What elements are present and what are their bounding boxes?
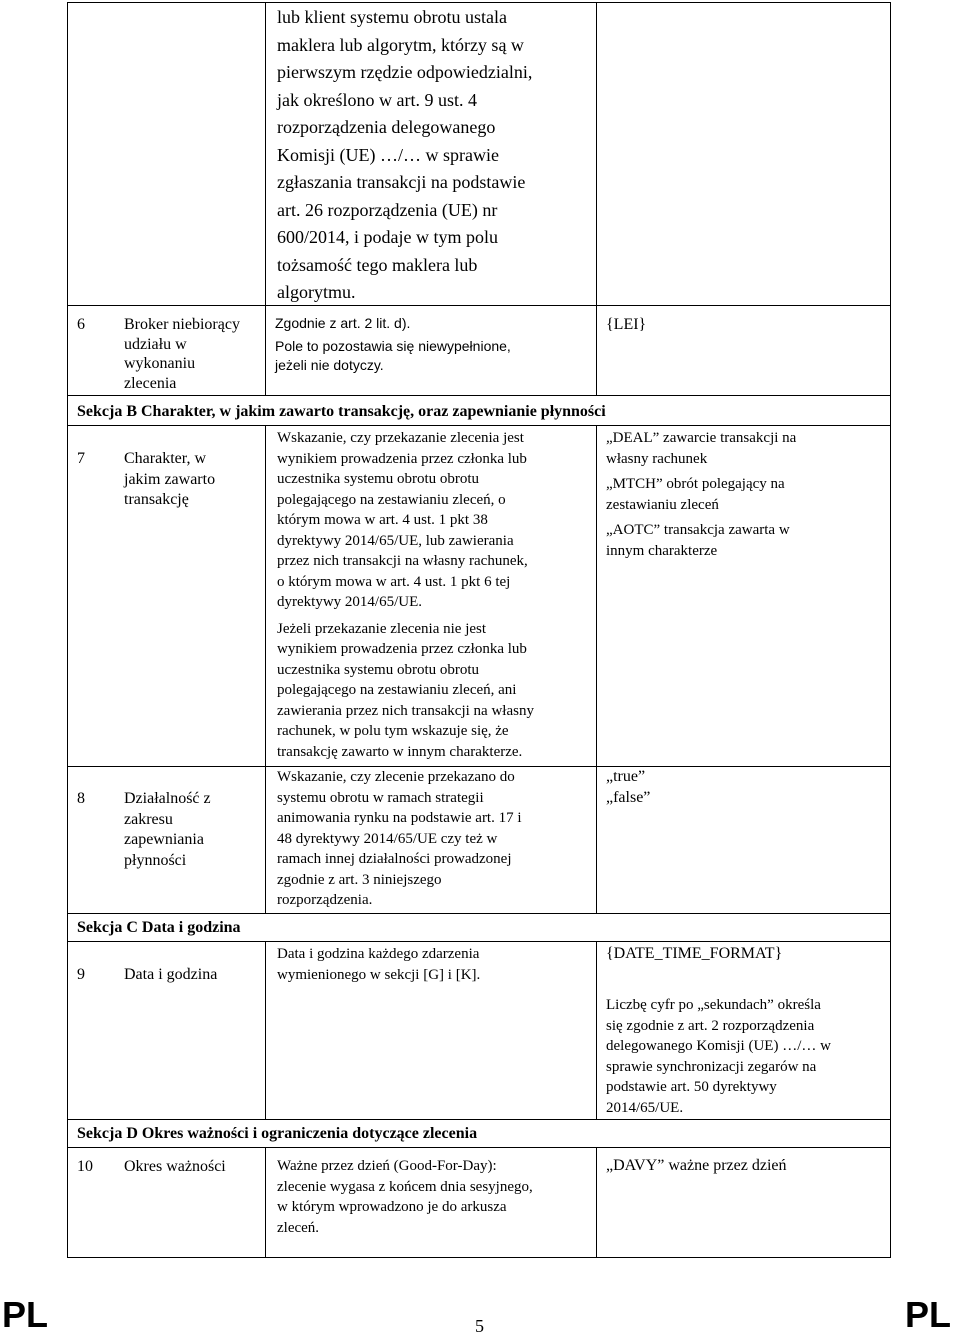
- section-c-heading: Sekcja C Data i godzina: [77, 919, 241, 936]
- row7-formats: [606, 428, 796, 561]
- row6-description: [275, 314, 511, 375]
- row-divider: [67, 425, 891, 426]
- text-line: innym charakterze: [606, 542, 718, 559]
- text-line: 600/2014, i podaje w tym polu: [277, 227, 498, 247]
- row9-format-note: [606, 995, 831, 1118]
- row7-field-name: [124, 449, 215, 511]
- row8-number: 8: [77, 790, 85, 807]
- text-line: o którym mowa w art. 4 ust. 1 pkt 6 tej: [277, 573, 511, 590]
- page-number: 5: [475, 1316, 484, 1336]
- text-line: jakim zawarto: [124, 470, 216, 488]
- column-divider-format: [596, 425, 597, 913]
- text-line: wykonaniu: [124, 355, 196, 372]
- row7-number: 7: [77, 450, 85, 467]
- text-line: którym mowa w art. 4 ust. 1 pkt 38: [277, 512, 488, 528]
- row-divider: [67, 913, 891, 914]
- text-line: Wskazanie, czy przekazanie zlecenia jest: [277, 430, 524, 446]
- text-line: własny rachunek: [606, 450, 708, 467]
- row-divider: [67, 1147, 891, 1148]
- text-line: polegającego na zestawianiu zleceń, ani: [277, 682, 517, 698]
- row8-description: [277, 767, 522, 911]
- text-line: „AOTC” transakcja zawarta w: [606, 522, 790, 538]
- text-line: przez nich transakcji na własny rachunek,: [277, 553, 528, 569]
- text-line: animowania rynku na podstawie art. 17 i: [277, 810, 522, 826]
- text-line: zakresu: [124, 810, 173, 828]
- text-line: uczestnika systemu obrotu obrotu: [277, 661, 480, 678]
- footer-lang-right: PL: [905, 1294, 952, 1335]
- row-divider: [67, 941, 891, 942]
- column-divider-desc: [265, 425, 266, 913]
- text-line: rachunek, w polu tym wskazuje się, że: [277, 723, 509, 739]
- column-divider-format: [596, 1147, 597, 1258]
- column-divider-format: [596, 941, 597, 1119]
- text-line: rozporządzenia delegowanego: [277, 117, 496, 137]
- text-line: zlecenia: [124, 374, 177, 392]
- text-line: wynikiem prowadzenia przez członka lub: [277, 641, 527, 657]
- section-b-heading: Sekcja B Charakter, w jakim zawarto transakcję, oraz zapewnianie płynności: [77, 403, 606, 420]
- text-line: Wskazanie, czy zlecenie przekazano do: [277, 769, 515, 785]
- row8-field-name: [124, 789, 211, 872]
- text-line: Data i godzina każdego zdarzenia: [277, 946, 480, 962]
- text-line: polegającego na zestawianiu zleceń, o: [277, 491, 506, 508]
- text-line: rozporządzenia.: [277, 892, 373, 908]
- row-divider: [67, 395, 891, 396]
- column-divider-desc: [265, 2, 266, 395]
- text-line: Jeżeli przekazanie zlecenia nie jest: [277, 620, 487, 637]
- text-line: Komisji (UE) …/… w sprawie: [277, 144, 499, 165]
- text-line: zestawianiu zleceń: [606, 496, 719, 513]
- section-d-heading: Sekcja D Okres ważności i ograniczenia dotyczące zlecenia: [77, 1125, 478, 1142]
- text-line: lub klient systemu obrotu ustala: [277, 7, 507, 27]
- text-line: Zgodnie z art. 2 lit. d).: [275, 315, 411, 331]
- footer-lang-left: PL: [2, 1294, 49, 1335]
- text-line: art. 26 rozporządzenia (UE) nr: [277, 199, 498, 220]
- text-line: udziału w: [124, 335, 187, 353]
- text-line: „MTCH” obrót polegający na: [606, 476, 785, 492]
- text-line: zgłaszania transakcji na podstawie: [277, 172, 526, 192]
- text-line: zawierania przez nich transakcji na własny: [277, 702, 534, 719]
- text-line: transakcję zawarto w innym charakterze.: [277, 743, 523, 760]
- text-line: w którym wprowadzono je do arkusza: [277, 1199, 507, 1215]
- text-line: maklera lub algorytm, którzy są w: [277, 34, 524, 55]
- text-line: Pole to pozostawia się niewypełnione,: [275, 338, 511, 354]
- text-line: zlecenie wygasa z końcem dnia sesyjnego,: [277, 1178, 533, 1195]
- text-line: tożsamość tego maklera lub: [277, 254, 478, 275]
- text-line: się zgodnie z art. 2 rozporządzenia: [606, 1017, 815, 1034]
- text-line: „true”: [606, 768, 646, 785]
- column-divider-format: [596, 2, 597, 395]
- text-line: Charakter, w: [124, 450, 206, 467]
- text-line: płynności: [124, 852, 187, 870]
- text-line: „DEAL” zawarcie transakcji na: [606, 430, 797, 446]
- row10-field-name: Okres ważności: [124, 1158, 226, 1175]
- text-line: 48 dyrektywy 2014/65/UE czy też w: [277, 830, 498, 847]
- text-line: „false”: [606, 788, 651, 806]
- text-line: uczestnika systemu obrotu obrotu: [277, 471, 480, 487]
- text-line: Ważne przez dzień (Good-For-Day):: [277, 1158, 497, 1174]
- text-line: Liczbę cyfr po „sekundach” określa: [606, 997, 821, 1013]
- row9-description: [277, 944, 480, 985]
- text-line: 2014/65/UE.: [606, 1099, 684, 1116]
- text-line: transakcję: [124, 491, 189, 509]
- text-line: wynikiem prowadzenia przez członka lub: [277, 450, 527, 467]
- text-line: zleceń.: [277, 1219, 320, 1236]
- row9-number: 9: [77, 966, 85, 983]
- row6-format: {LEI}: [606, 316, 647, 333]
- row8-formats: [606, 767, 650, 808]
- text-line: systemu obrotu w ramach strategii: [277, 789, 484, 806]
- text-line: pierwszym rzędzie odpowiedzialni,: [277, 62, 533, 82]
- text-line: jak określono w art. 9 ust. 4: [277, 89, 477, 110]
- text-line: dyrektywy 2014/65/UE, lub zawierania: [277, 532, 514, 549]
- row10-format: „DAVY” ważne przez dzień: [606, 1157, 787, 1174]
- row6-number: 6: [77, 316, 85, 333]
- text-line: delegowanego Komisji (UE) …/… w: [606, 1038, 831, 1054]
- row-divider: [67, 1119, 891, 1120]
- text-line: dyrektywy 2014/65/UE.: [277, 594, 422, 610]
- text-line: sprawie synchronizacji zegarów na: [606, 1058, 817, 1075]
- text-line: podstawie art. 50 dyrektywy: [606, 1079, 777, 1095]
- top-description: [277, 4, 532, 307]
- row7-description: [277, 428, 534, 762]
- row9-field-name: Data i godzina: [124, 966, 218, 983]
- column-divider-desc: [265, 941, 266, 1119]
- text-line: zgodnie z art. 3 niniejszego: [277, 871, 442, 888]
- text-line: ramach innej działalności prowadzonej: [277, 851, 512, 867]
- row6-field-name: [124, 315, 240, 393]
- text-line: Działalność z: [124, 790, 211, 807]
- text-line: Broker niebiorący: [124, 316, 240, 333]
- text-line: wymienionego w sekcji [G] i [K].: [277, 966, 481, 983]
- row10-number: 10: [77, 1158, 93, 1175]
- column-divider-desc: [265, 1147, 266, 1258]
- row10-description: [277, 1156, 533, 1238]
- text-line: jeżeli nie dotyczy.: [275, 357, 384, 373]
- row9-format-code: {DATE_TIME_FORMAT}: [606, 945, 783, 962]
- text-line: zapewniania: [124, 831, 204, 849]
- text-line: algorytmu.: [277, 282, 356, 302]
